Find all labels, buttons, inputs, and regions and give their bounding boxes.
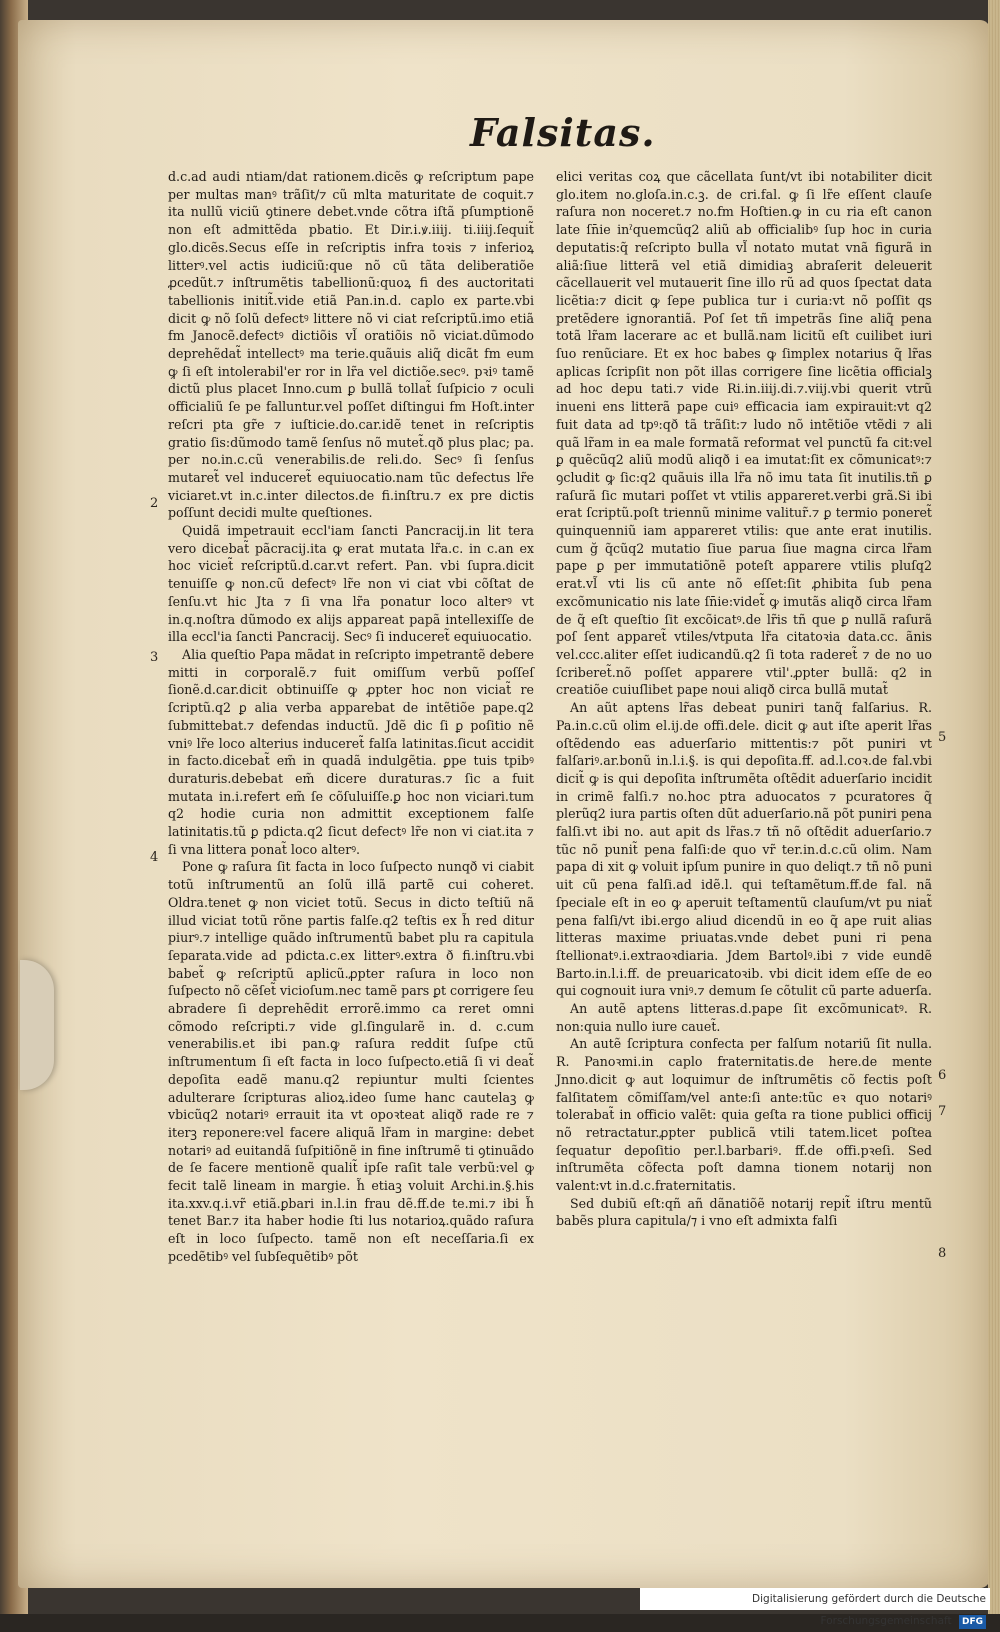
margin-number: 6	[938, 1068, 947, 1083]
paragraph: elici veritas coꝝ que cãcellata ſunt/vt ibi notabiliter dicit glo.item no.gloſa.in.c.ꝫ. de cri.fal. ꝙ ſi lr̃e eſſent clauſe raſura non noceret.⁊ no.fm Hoſtien.ꝙ in cu ria eſt canon late ſn̄ie inˀquemcũq2 aliũ ab officialibꝰ ſup hoc in curia deputatis:q̃ reſcripto bulla vl̃ notato mutat vnã figurã in aliã:ſiue litterã vel etiã dimidiaꝫ abraſerit deleuerit cãcellauerit vel mutauerit ſine illo rũ ad quos ſpectat data licẽtia:⁊ dicit ꝙ ſepe publica tur i curia:vt nõ poſſit qs pretẽdere ignorantiã. Poſ ſet tñ impetrãs ſine aliq̃ pena totã lr̃am lacerare ac et bullã.nam licitũ eſt cuilibet iuri ſuo renũciare. Et ex hoc babes ꝙ ſimplex notarius q̃ lr̃as aplicas ſcripſit non põt illas corrigere ſine licẽtia officialꝫ ad hoc depu tati.⁊ vide Ri.in.iiij.di.⁊.viij.vbi querit vtrũ inueni ens litterã pape cuiꝰ efficacia iam expirauit:vt q2 fuit data ad tpꝰ:qð tã trãſit:⁊ ludo nõ intẽtiõe vtẽdi ⁊ ali quã lr̃am in ea male formatã reformat vel punctũ fa cit:vel ꝑ quẽcũq2 aliũ modũ aliqð i ea imutat:ſit ex cõmunicatꝰ:⁊ ꝯcludit ꝙ ſic:q2 quãuis illa lr̃a nõ imu tata ſit inutilis.tñ ꝑ raſurã ſic mutari poſſet vt vtilis appareret.verbi grã.Si ibi erat ſcriptũ.poſt triennũ minime valitur̃.⁊ ꝑ termio poneret̃ quinquenniũ iam appareret vtilis: que ante erat inutilis. cum ğ q̃cũq2 mutatio ſiue parua ſiue magna circa lr̃am pape ꝑ per immutatiõnẽ poteſt apparere vtilis pluſq2 erat.vl̃ vti lis cũ ante nõ eſſet:ſit ꝓhibita ſub pena excõmunicatio nis late ſn̄ie:videt̃ ꝙ imutãs aliqð circa lr̃am de q̃ eſt queſtio ſit excõicatꝰ.de lr̃is tñ que ꝑ nullã raſurã poſ ſent apparet̃ vtiles/vtputa lr̃a citatoꝛia data.cc. ãnis vel.ccc.aliter eſſet iudicandũ.q2 ſi tota raderet̃ ⁊ de no uo ſcriberet̃.nõ poſſet apparere vtil'.ꝓpter bullã: q2 in creatiõe cuiuſlibet pape noui aliqð circa bullã mutat̃	[556, 169, 932, 698]
paragraph: An aũt aptens lr̃as debeat puniri tanq̃ falſarius. R. Pa.in.c.cũ olim el.ij.de offi.dele. dicit ꝙ aut iſte aperit lr̃as oſtẽdendo eas aduerſario mittentis:⁊ põt puniri vt falſariꝰ.ar.bonũ in.l.i.§. is qui depoſita.ff. ad.l.coꝛ.de fal.vbi dicit̃ ꝙ is qui depoſita inſtrumẽta oſtẽdit aduerſario incidit in crimẽ falſi.⁊ no.hoc ptra aduocatos ⁊ pcuratores q̃ plerũq2 iura partis oſten dũt aduerſario.nã põt puniri pena falſi.vt ibi no. aut apit ds lr̃as.⁊ tñ nõ oſtẽdit aduerſario.⁊ tũc nõ punit̃ pena falſi:de quo vr̃ ter.in.d.c.cũ olim. Nam papa di xit ꝙ voluit ipſum punire in quo deliqt.⁊ tñ nõ puni uit cũ pena falſi.ad idẽ.l. qui teſtamẽtum.ff.de fal. nã ſpeciale eſt in eo ꝙ aperuit teſtamentũ clauſum/vt pu niat̃ pena falſi/vt ibi.ergo aliud dicendũ in eo q̃ ape ruit alias litteras maxime priuatas.vnde debet puni ri pena ſtellionatꝰ.i.extraoꝛdiaria. Jdem Bartolꝰ.ibi ⁊ vide eundẽ Barto.in.l.i.ff. de preuaricatoꝛib. vbi dicit idem eſſe de eo qui cognouit iura vniꝰ.⁊ demum ſe cõtulit cũ parte aduerſa.	[556, 700, 932, 999]
paragraph: An autẽ aptens litteras.d.pape ſit excõmunicatꝰ. R. non:quia nullo iure cauet̃.	[556, 1001, 932, 1034]
margin-number: 4	[150, 850, 159, 865]
paragraph: Sed dubiũ eſt:qñ añ dãnatiõẽ notarij repit̃ iſtru mentũ babẽs plura capitula/⁊ i vno eſt admixta falſi	[556, 1195, 932, 1229]
left-column	[168, 168, 534, 1266]
paragraph: Alia queſtio Papa mãdat in reſcripto impetrantẽ debere mitti in corporalẽ.⁊ fuit omiſſum verbũ poſſeſ ſionẽ.d.car.dicit obtinuiſſe ꝙ ꝓpter hoc non viciat̃ re ſcriptũ.q2 ꝑ alia verba apparebat de intẽtiõe pape.q2 ſubmittebat.⁊ defendas inductũ. Jdẽ dic ſi ꝑ poſitio nẽ vniꝰ lr̃e loco alterius induceret̃ falſa latinitas.ſicut accidit in facto.dicebat̃ em̃ in quadã indulgẽtia. ꝑpe tuis tpibꝰ duraturis.debebat em̃ dicere duraturas.⁊ ſic a fuit mutata in.i.refert em̃ ſe cõſuluiſſe.ꝑ hoc non viciari.tum q2 hodie curia non admittit exceptionem falſe latinitatis.tũ ꝑ pdicta.q2 ſicut defectꝰ lr̃e non vi ciat.ita ⁊ ſi vna littera ponat̃ loco alterꝰ.	[168, 646, 534, 857]
margin-number: 3	[150, 650, 159, 665]
margin-number: 5	[938, 730, 947, 745]
dfg-logo: DFG	[959, 1615, 986, 1629]
digitization-footer	[640, 1588, 990, 1627]
page-title: Falsitas.	[470, 110, 656, 155]
paragraph: d.c.ad audi ntiam/dat rationem.dicẽs ꝙ reſcriptum pape per multas manꝰ trãſit/⁊ cũ mlta maturitate de coquit.⁊ ita nullũ viciũ ꝯtinere debet.vnde cõtra iſtã pſumptionẽ non eſt admittẽda pbatio. Et Dir.i.ꝟ.iiij. ti.iiij.ſequit̃ glo.dicẽs.Secus eſſe in reſcriptis infra toꝛis ⁊ inferioꝝ litterꝰ.vel actis iudiciũ:que nõ cũ tãta deliberatiõe ꝓcedũt.⁊ inſtrumẽtis tabellionũ:quoꝝ fi des auctoritati tabellionis initit̃.vide etiã Pan.in.d. caplo ex parte.vbi dicit ꝙ nõ ſolũ defectꝰ littere nõ vi ciat reſcriptũ.imo etiã fm Janocẽ.defectꝰ dictiõis vl̃ oratiõis nõ viciat.dũmodo deprehẽdat̃ intellectꝰ ma terie.quãuis aliq̃ dicãt fm eum ꝙ ſi eſt intolerabil'er ror in lr̃a vel dictiõe.secꝰ. pꝛiꝰ tamẽ dictũ plus placet Inno.cum ꝑ bullã tollat̃ ſuſpicio ⁊ oculi officialiũ ſe pe falluntur.vel poſſet diſtingui fm Hoſt.inter reſcri pta gr̃e ⁊ iuſticie.do.car.idẽ tenet in reſcriptis gratio ſis:dũmodo tamẽ ſenſus nõ mutet̃.qð plus plac; pa. per no.in.c.cũ venerabilis.de reli.do. Secꝰ ſi ſenſus mutaret̃ vel induceret̃ equiuocatio.nam tũc defectus lr̃e viciaret.vt in.c.inter dilectos.de fi.inſtru.⁊ ex pre dictis poſſunt decidi multe queſtiones.	[168, 169, 534, 521]
margin-number: 7	[938, 1104, 947, 1119]
footer-text: Digitalisierung gefördert durch die Deutsche Forschungsgemeinschaft	[752, 1593, 986, 1627]
page-edges	[988, 0, 1000, 1614]
paragraph: Quidã impetrauit eccl'iam ſancti Pancracij.in lit tera vero dicebat̃ pãcracij.ita ꝙ erat mutata lr̃a.c. in c.an ex hoc viciet̃ reſcriptũ.d.car.vt refert. Pan. vbi ſupra.dicit tenuiſſe ꝙ non.cũ defectꝰ lr̃e non vi ciat vbi cõſtat de ſenſu.vt hic Jta ⁊ ſi vna lr̃a ponatur loco alterꝰ vt in.q.noſtra dũmodo ex alijs appareat papã intellexiſſe de illa eccl'ia ſancti Pancracij. Secꝰ ſi induceret̃ equiuocatio.	[168, 523, 534, 645]
page-tab	[20, 960, 54, 1090]
paragraph: An autẽ ſcriptura confecta per falſum notariũ ſit nulla. R. Panoꝛmi.in caplo fraternitatis.de here.de mente Jnno.dicit ꝙ aut loquimur de inſtrumẽtis cõ fectis poſt falſitatem cõmiſſam/vel ante:ſi ante:tũc eꝛ quo notariꝰ tolerabat̃ in officio valẽt: quia geſta ra tione publici officij nõ retractatur.ꝓpter publicã vtili tatem.licet poſtea ſequatur depoſitio per.l.barbariꝰ. ff.de offi.pꝛeſi. Sed inſtrumẽta cõfecta poſt damna tionem notarij non valent:vt in.d.c.fraternitatis.	[556, 1036, 932, 1194]
right-column	[556, 168, 932, 1230]
margin-number: 2	[150, 496, 159, 511]
paragraph: Pone ꝙ raſura ſit facta in loco ſuſpecto nunqð vi ciabit totũ inſtrumentũ an ſolũ illã partẽ cui coheret. Oldra.tenet ꝙ non viciet totũ. Secus in dicto teſtiũ nã illud viciat totũ rõne partis falſe.q2 teſtis ex h̃ red ditur piurꝰ.⁊ intellige quãdo inſtrumentũ babet plu ra capitula ſeparata.vide ad pdicta.c.ex litterꝰ.extra ð fi.inſtru.vbi babet̃ ꝙ reſcriptũ aplicũ.ꝓpter raſura in loco non ſuſpecto nõ cẽſet̃ vicioſum.nec tamẽ pars ꝑt corrigere ſeu abradere ſi deprehẽdit errorẽ.immo ca reret omni cõmodo reſcripti.⁊ vide gl.ſingularẽ in. d. c.cum venerabilis.et ibi pan.ꝙ raſura reddit ſuſpe ctũ inſtrumentum ſi eſt facta in loco ſuſpecto.etiã ſi vi deat̃ depoſita eadẽ manu.q2 repiuntur multi ſcientes adulterare ſcripturas alioꝝ.ideo ſume hanc cautelaꝫ ꝙ vbicũq2 notariꝰ errauit ita vt opoꝛteat aliqð rade re ⁊ iterꝫ reponere:vel facere aliquã lr̃am in margine: debet notariꝰ ad euitandã ſuſpitiõnẽ in fine inſtrumẽ ti ꝯtinuãdo de ſe facere mentionẽ qualit̃ ipſe raſit tale verbũ:vel ꝙ fecit talẽ lineam in margie. h̃ etiaꝫ voluit Archi.in.§.his ita.xxv.q.i.vr̃ etiã.ꝑbari in.l.in frau dẽ.ff.de te.mi.⁊ ibi h̃ tenet Bar.⁊ ita haber hodie ſti lus notarioꝝ.quãdo raſura eſt in loco ſuſpecto. tamẽ non eſt neceſſaria.ſi ex pcedẽtibꝰ vel ſubſequẽtibꝰ põt	[168, 859, 534, 1264]
margin-number: 8	[938, 1246, 947, 1261]
